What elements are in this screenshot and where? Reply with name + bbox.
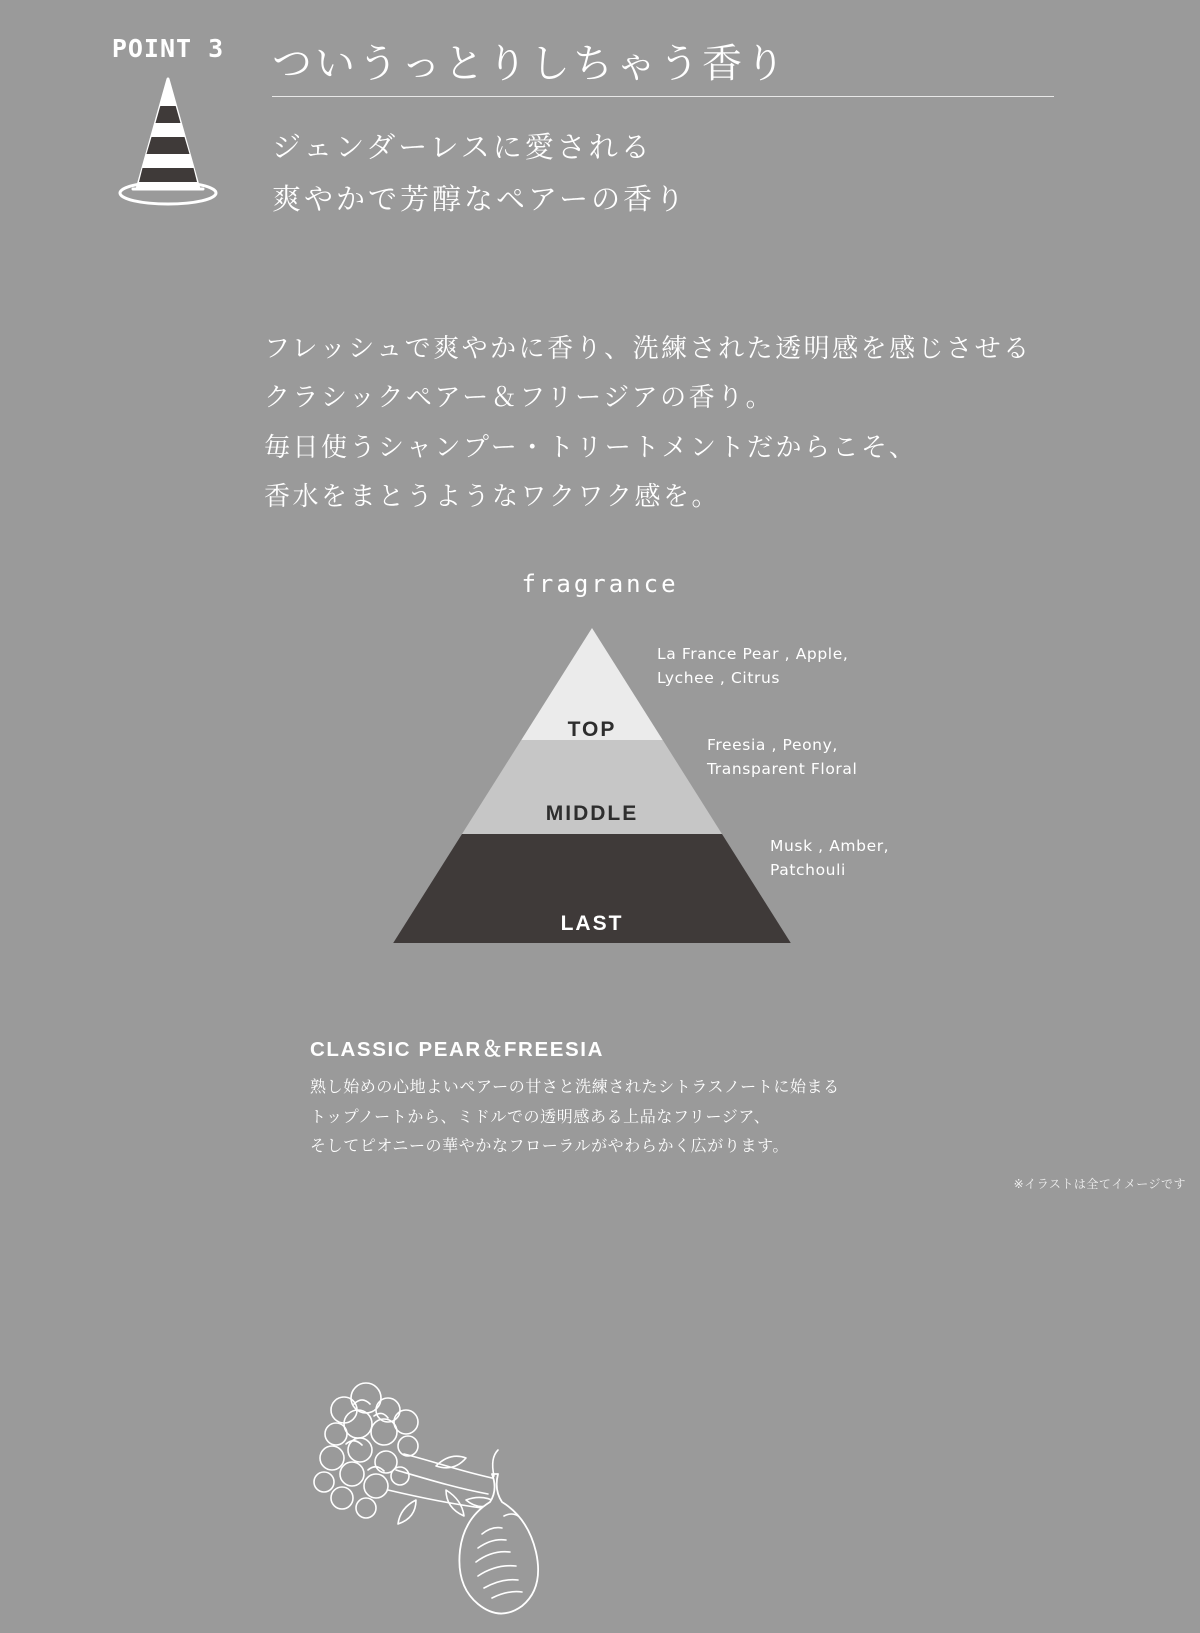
pyramid-notes-middle-line-2: Transparent Floral [707, 760, 858, 779]
pyramid-notes-top-line-2: Lychee , Citrus [657, 669, 781, 688]
body-line-3: 毎日使うシャンプー・トリートメントだからこそ、 [264, 432, 918, 463]
fragrance-description-line-2: トップノートから、ミドルでの透明感ある上品なフリージア、 [310, 1106, 771, 1126]
image-disclaimer: ※イラストは全てイメージです [1013, 1177, 1186, 1191]
body-line-1: フレッシュで爽やかに香り、洗練された透明感を感じさせる [264, 334, 1032, 364]
header-subtitle [272, 122, 687, 225]
header-subtitle-line-2: 爽やかで芳醇なペアーの香り [272, 181, 688, 216]
pyramid-notes-middle [707, 733, 857, 781]
pyramid-notes-last-line-1: Musk , Amber, [770, 837, 890, 855]
fragrance-pyramid-area [0, 628, 1200, 958]
point-badge [88, 34, 248, 209]
title-divider [272, 96, 1054, 97]
pyramid-notes-last-line-2: Patchouli [770, 861, 846, 880]
pyramid-notes-top [657, 642, 848, 690]
page-title: ついうっとりしちゃう香り [272, 41, 788, 87]
header-subtitle-line-1: ジェンダーレスに愛される [272, 130, 653, 164]
body-copy [264, 325, 1032, 523]
pyramid-tier-middle-label: MIDDLE [545, 802, 639, 825]
header-section [0, 0, 1200, 260]
point-label: POINT 3 [111, 34, 225, 63]
body-line-2: クラシックペアー＆フリージアの香り。 [264, 383, 775, 414]
pyramid-tier-last-label: LAST [560, 912, 624, 935]
fragrance-description [310, 1032, 1030, 1161]
pyramid-notes-last [770, 834, 889, 882]
pear-and-freesia-illustration [296, 1358, 596, 1628]
fragrance-section-label: fragrance [521, 570, 679, 598]
fragrance-name-heading: CLASSIC PEAR＆FREESIA [310, 1038, 604, 1061]
fragrance-description-body [310, 1072, 1030, 1161]
pyramid-tier-top-label: TOP [567, 718, 617, 741]
traffic-cone-icon [88, 69, 248, 209]
fragrance-description-line-3: そしてピオニーの華やかなフローラルがやわらかく広がります。 [310, 1136, 790, 1156]
fragrance-description-line-1: 熟し始めの心地よいペアーの甘さと洗練されたシトラスノートに始まる [310, 1077, 840, 1096]
body-line-4: 香水をまとうようなワクワク感を。 [264, 482, 721, 513]
pyramid-notes-middle-line-1: Freesia , Peony, [707, 736, 838, 754]
pyramid-notes-top-line-1: La France Pear , Apple, [657, 645, 849, 663]
